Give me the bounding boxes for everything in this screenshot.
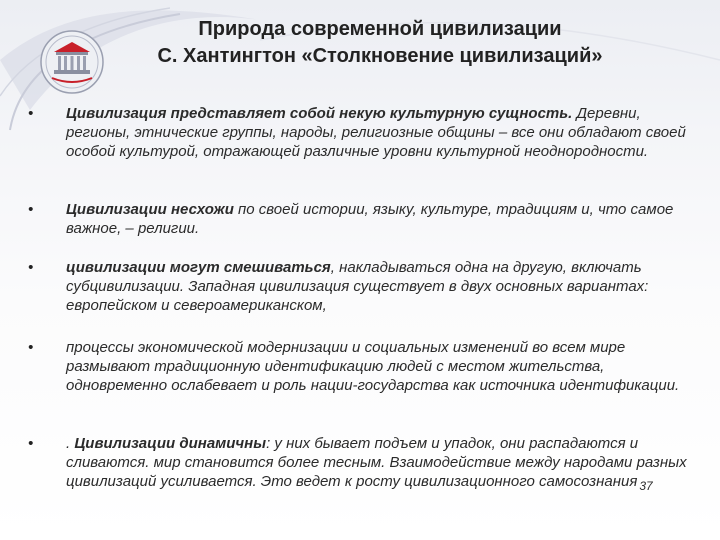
- list-item: [28, 104, 688, 161]
- list-item-body: по своей истории, языку, культуре, традициям и, что самое важное, – религии.: [66, 201, 674, 237]
- list-item-lead: Цивилизации динамичны: [74, 435, 267, 452]
- list-item-text: [66, 200, 688, 238]
- list-item: [28, 200, 688, 238]
- page-number: 37: [639, 479, 653, 493]
- list-item-lead: цивилизации могут смешиваться: [66, 259, 331, 276]
- list-item-body: процессы экономической модернизации и социальных изменений во всем мире размывают традиционную идентификацию людей с местом жительства, одновременно ослабевает и роль нации-государства как источника идентификации.: [66, 339, 680, 394]
- list-item-lead: Цивилизации несхожи: [66, 201, 234, 218]
- list-item-text: [66, 258, 688, 315]
- list-item: [28, 434, 688, 496]
- list-item-text: [66, 104, 688, 161]
- list-item: [28, 338, 688, 395]
- title-line-2: С. Хантингтон «Столкновение цивилизаций»: [157, 45, 603, 67]
- slide-title: [100, 16, 660, 70]
- academy-building-seal-icon: [38, 28, 106, 96]
- bullet-marker: •: [28, 201, 34, 218]
- bullet-marker: •: [28, 105, 34, 122]
- title-line-1: Природа современной цивилизации: [198, 18, 562, 40]
- list-item: [28, 258, 688, 315]
- list-item-body: : у них бывает подъем и упадок, они распадаются и сливаются. мир становится более тесным. Взаимодействие между народами разных цивилизаций усиливается. Это ведет к росту цивилизационного самосознания: [66, 435, 687, 490]
- list-item-body: Деревни, регионы, этнические группы, народы, религиозные общины – все они обладают своей особой культурой, отражающей различные уровни культурной неоднородности.: [66, 105, 686, 160]
- list-item-body: , накладываться одна на другую, включать субцивилизации. Западная цивилизация существует в двух основных вариантах: европейском и североамериканском,: [66, 259, 649, 314]
- list-item-text: [66, 338, 688, 395]
- list-item-prefix: .: [66, 435, 75, 452]
- bullet-marker: •: [28, 259, 34, 276]
- bullet-marker: •: [28, 339, 34, 356]
- bullet-marker: •: [28, 435, 34, 452]
- list-item-text: [66, 434, 688, 496]
- list-item-lead: Цивилизация представляет собой некую культурную сущность.: [66, 105, 573, 122]
